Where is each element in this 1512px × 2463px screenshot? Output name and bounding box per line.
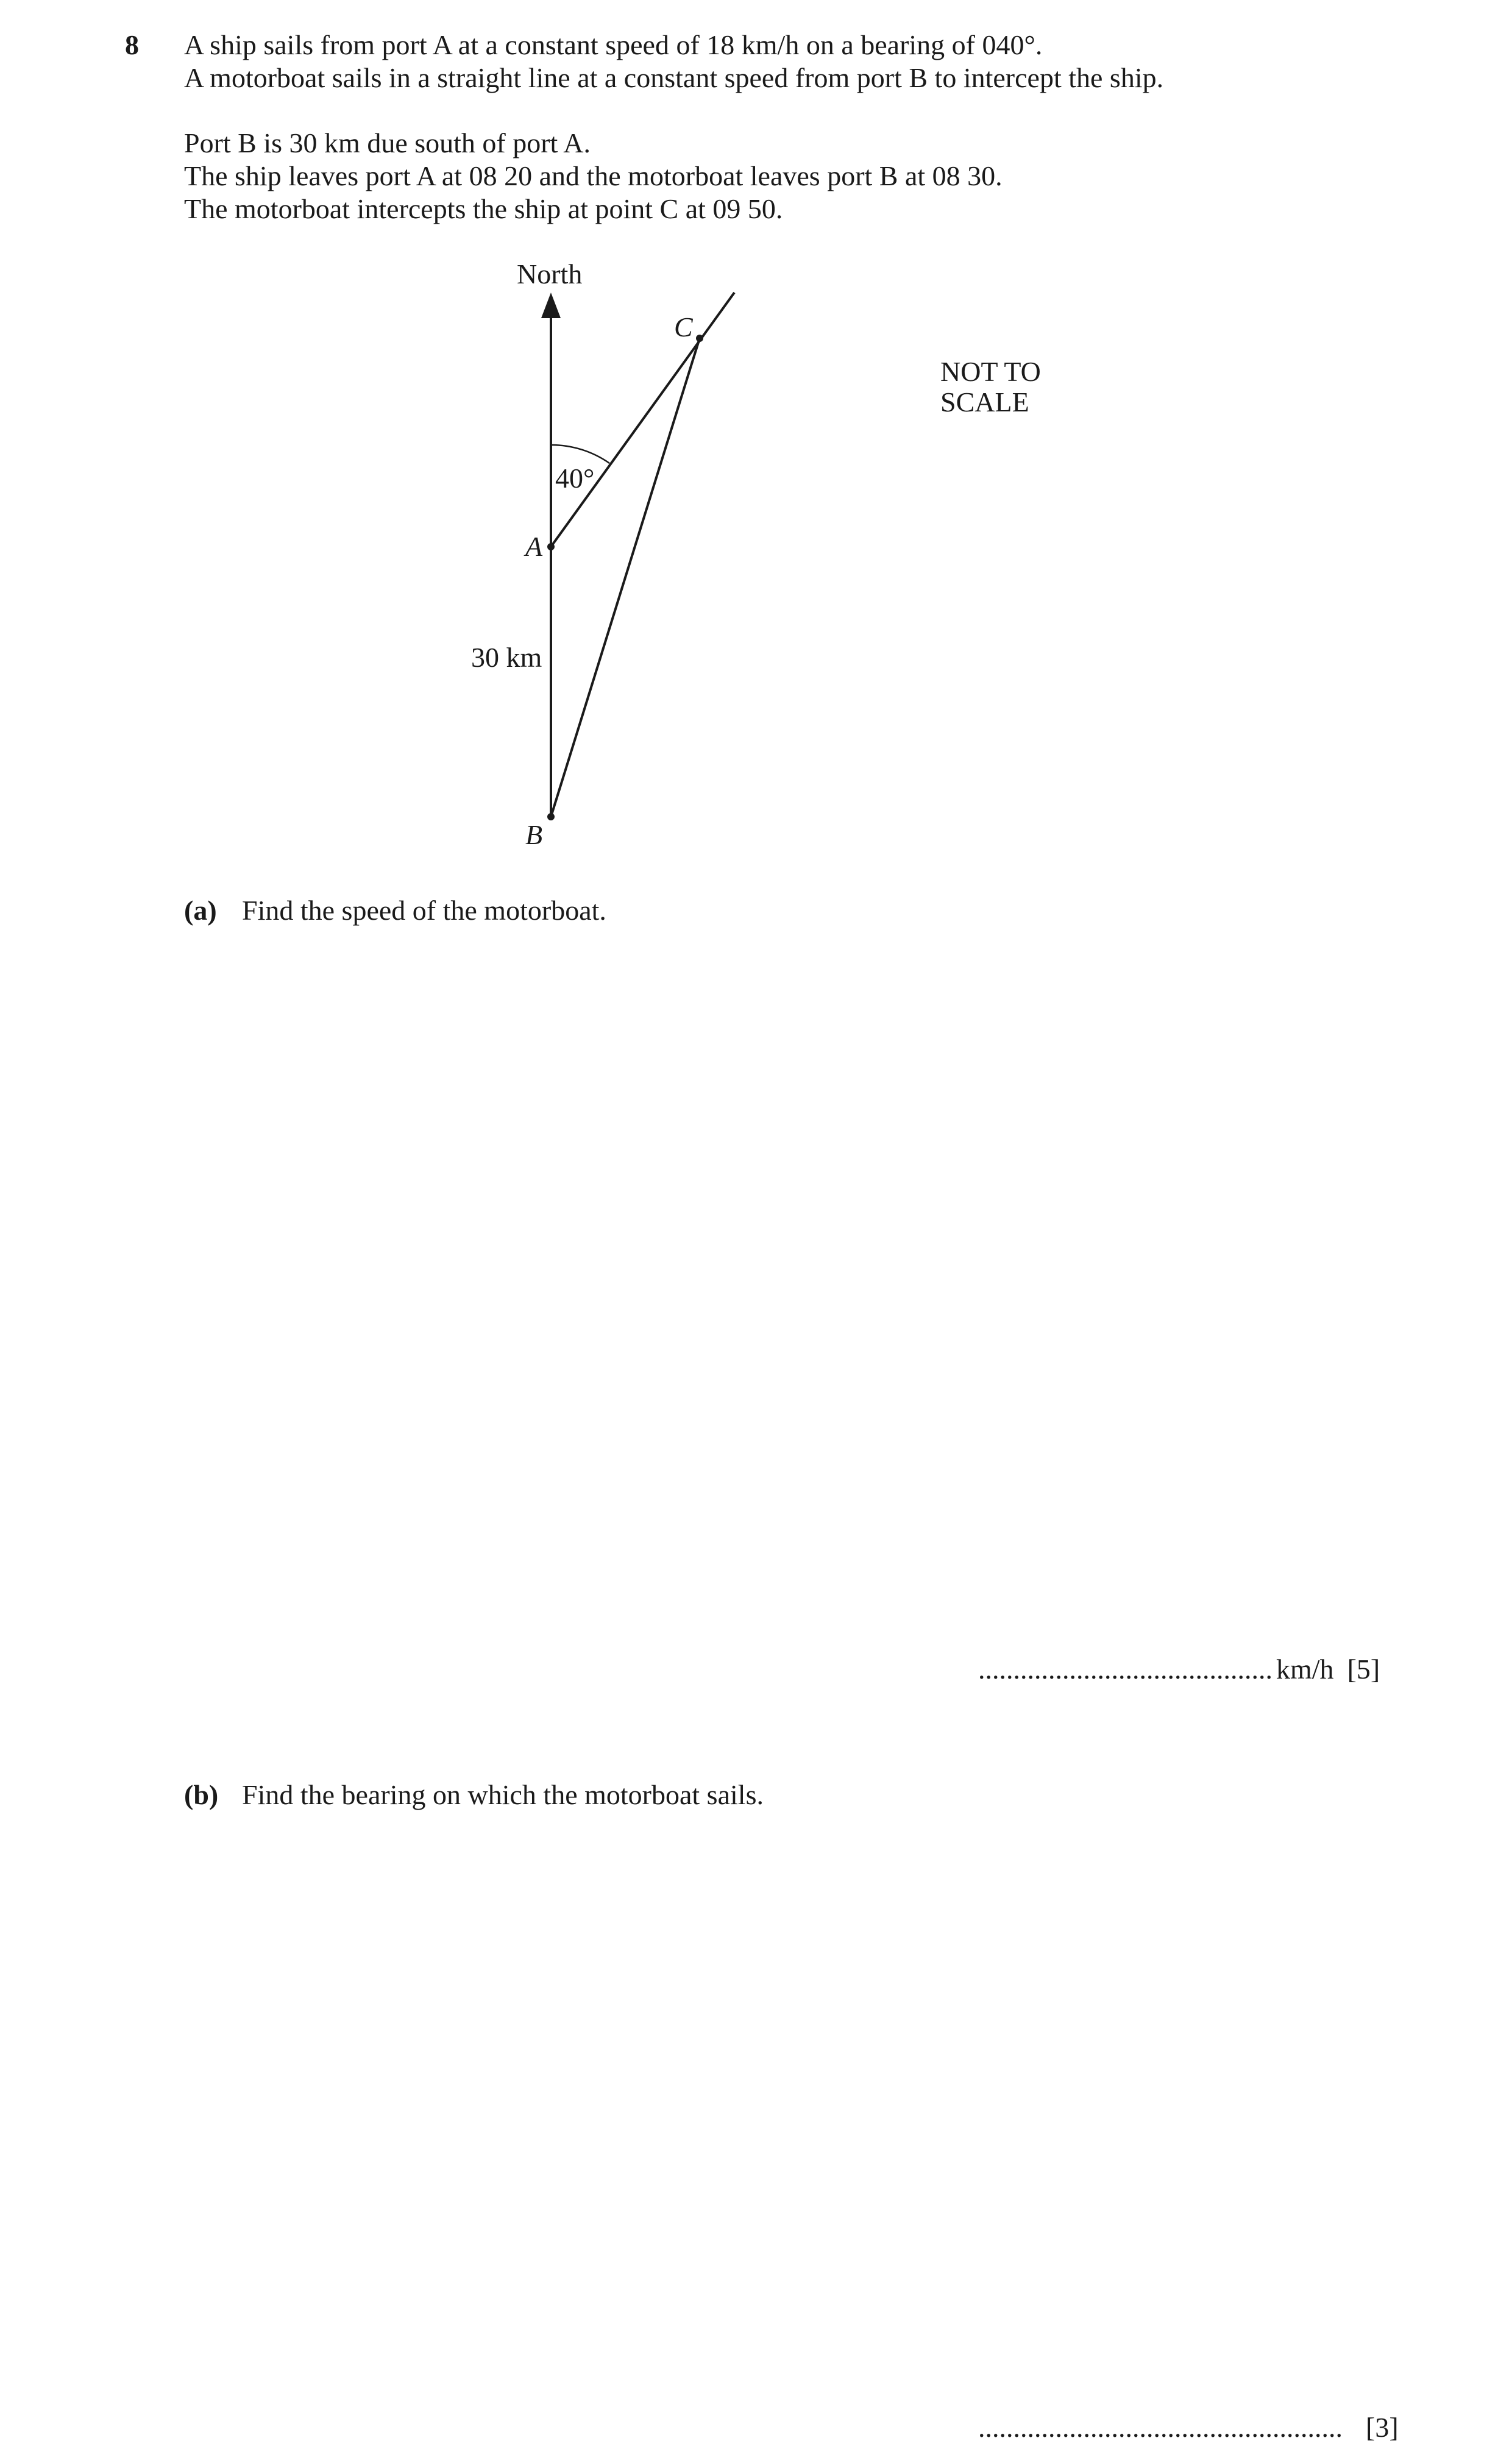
scale-note-line-2: SCALE: [940, 386, 1029, 418]
part-a-answer-dots[interactable]: ..........................................: [978, 1654, 1272, 1685]
point-c-dot: [696, 335, 703, 342]
north-arrow-icon: [541, 293, 561, 318]
angle-label: 40°: [555, 463, 595, 494]
angle-arc: [551, 445, 609, 463]
part-a-label: (a): [184, 895, 217, 926]
point-b-dot: [547, 813, 555, 820]
north-label: North: [517, 258, 583, 290]
part-a-text: Find the speed of the motorboat.: [242, 895, 606, 926]
info-line-2: The ship leaves port A at 08 20 and the motorboat leaves port B at 08 30.: [184, 160, 1003, 191]
question-number: 8: [125, 29, 139, 60]
point-c-label: C: [674, 311, 693, 343]
part-a-answer-line: [978, 1653, 1380, 1686]
part-a-answer-unit: km/h: [1276, 1654, 1334, 1685]
diagram-svg: [0, 0, 1512, 884]
point-a-dot: [547, 543, 555, 550]
scale-note: [940, 357, 1041, 418]
distance-label: 30 km: [471, 642, 542, 673]
part-b-text: Find the bearing on which the motorboat sails.: [242, 1779, 764, 1810]
part-a-marks: [5]: [1347, 1654, 1380, 1685]
info-line-3: The motorboat intercepts the ship at point C at 09 50.: [184, 193, 783, 224]
info-line-1: Port B is 30 km due south of port A.: [184, 127, 591, 158]
intro-line-2: A motorboat sails in a straight line at a constant speed from port B to intercept the ship.: [184, 62, 1164, 93]
intro-line-1: A ship sails from port A at a constant speed of 18 km/h on a bearing of 040°.: [184, 29, 1043, 60]
bearing-diagram: [0, 0, 1512, 884]
motorboat-path: [551, 338, 700, 817]
part-b-label: (b): [184, 1779, 219, 1810]
scale-note-line-1: NOT TO: [940, 356, 1041, 387]
ship-path: [551, 293, 734, 547]
point-b-label: B: [525, 819, 543, 850]
part-b-marks: [3]: [1366, 2412, 1399, 2443]
point-a-label: A: [525, 531, 543, 562]
part-b-answer-dots[interactable]: ....................................................: [978, 2412, 1343, 2443]
part-b-answer-line: [978, 2411, 1399, 2444]
